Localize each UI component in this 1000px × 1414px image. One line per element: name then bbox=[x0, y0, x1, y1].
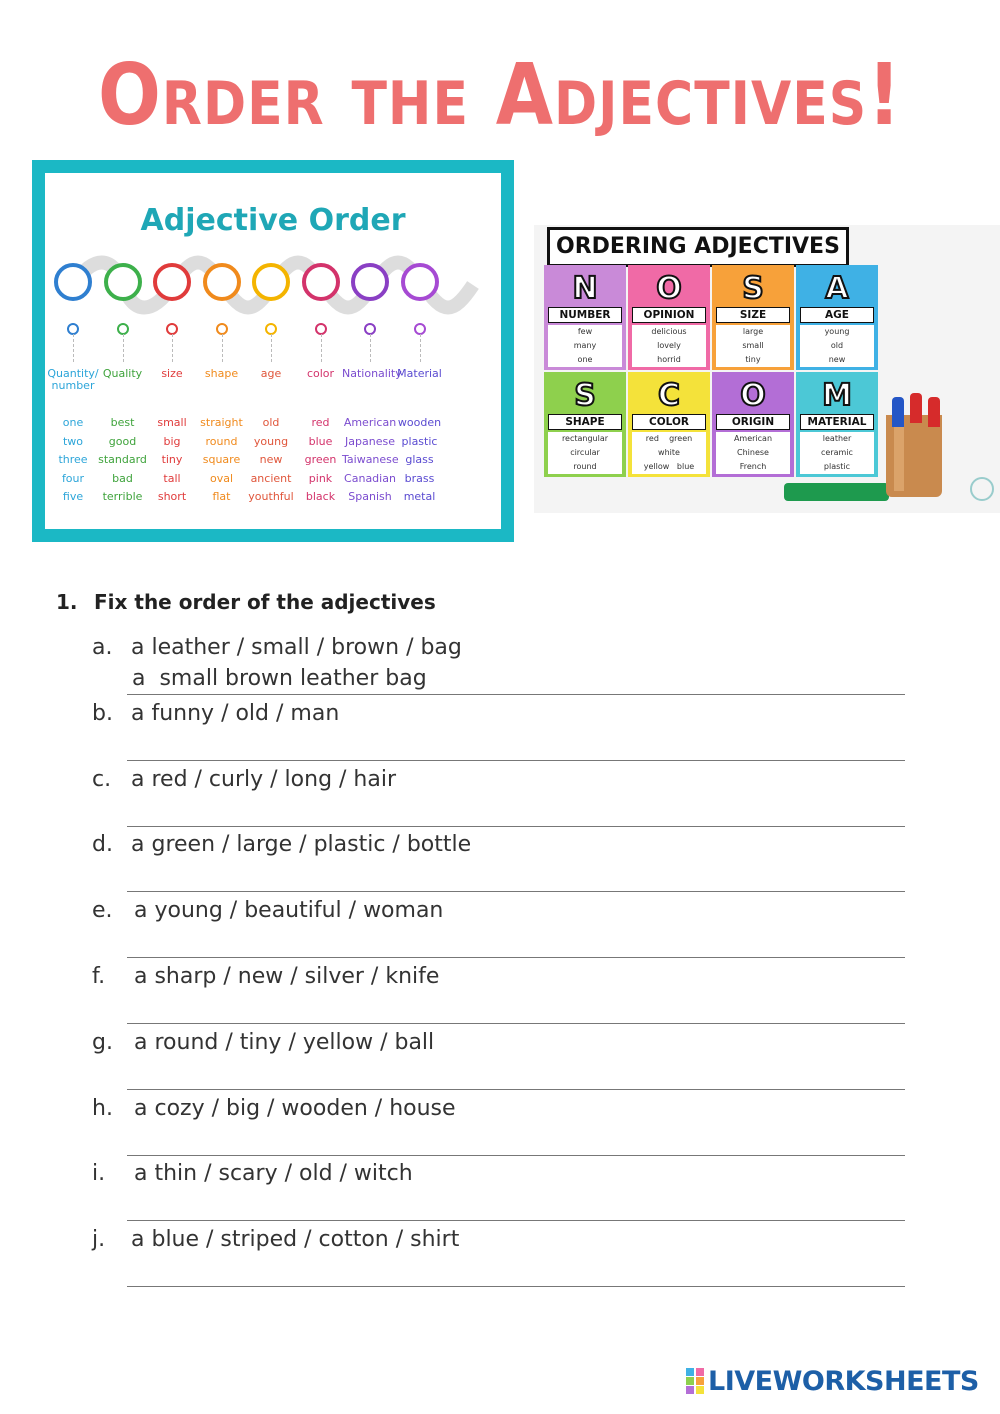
marker-image bbox=[910, 393, 922, 423]
exercise-item bbox=[92, 1227, 912, 1283]
example-word: flat bbox=[212, 490, 231, 503]
timeline-connector bbox=[321, 334, 322, 362]
card-letter: N bbox=[572, 271, 598, 306]
item-letter: g. bbox=[92, 1029, 113, 1055]
exercise-item bbox=[92, 964, 912, 1020]
card-example-word: delicious bbox=[651, 327, 687, 336]
answer-line[interactable] bbox=[127, 1220, 905, 1221]
example-word: standard bbox=[98, 453, 147, 466]
card-example-word: one bbox=[577, 355, 593, 364]
card-example-word: French bbox=[739, 462, 767, 471]
timeline-connector bbox=[370, 334, 371, 362]
example-word: oval bbox=[209, 471, 234, 485]
eraser-image bbox=[784, 483, 889, 501]
category-icon bbox=[54, 263, 92, 301]
timeline-connector bbox=[271, 334, 272, 362]
card-examples bbox=[548, 325, 622, 367]
nosa-card bbox=[628, 265, 710, 370]
exercise-item bbox=[92, 1096, 912, 1152]
category-icon bbox=[302, 263, 340, 301]
category-icon bbox=[104, 263, 142, 301]
category-icon bbox=[351, 263, 389, 301]
example-word: small bbox=[157, 416, 187, 429]
card-example-word: small bbox=[742, 341, 764, 350]
adjective-order-poster bbox=[32, 160, 514, 542]
item-prompt: a young / beautiful / woman bbox=[134, 898, 444, 924]
liveworksheets-logo[interactable] bbox=[686, 1366, 988, 1398]
example-word: black bbox=[305, 490, 336, 503]
card-label: NUMBER bbox=[548, 307, 622, 323]
exercise-item bbox=[92, 635, 912, 691]
example-word: short bbox=[157, 490, 187, 503]
exercise-item bbox=[92, 1030, 912, 1086]
nosa-card bbox=[796, 265, 878, 370]
item-letter: j. bbox=[92, 1227, 106, 1253]
card-label: ORIGIN bbox=[716, 414, 790, 430]
answer-line[interactable] bbox=[127, 1023, 905, 1024]
item-prompt: a sharp / new / silver / knife bbox=[134, 964, 440, 989]
item-prompt: a blue / striped / cotton / shirt bbox=[131, 1227, 460, 1253]
answer-line[interactable] bbox=[127, 1089, 905, 1090]
ordering-adjectives-poster bbox=[534, 225, 1000, 513]
card-examples bbox=[716, 325, 790, 367]
adjective-column bbox=[342, 367, 402, 507]
item-prompt: a green / large / plastic / bottle bbox=[131, 832, 472, 858]
example-word: American bbox=[343, 416, 397, 429]
example-word: Taiwanese bbox=[342, 453, 399, 466]
column-header: color bbox=[306, 367, 335, 380]
example-word: tiny bbox=[161, 453, 183, 466]
adjective-column bbox=[293, 368, 349, 507]
card-examples bbox=[800, 325, 874, 367]
card-label: SHAPE bbox=[548, 414, 622, 430]
item-prompt: a round / tiny / yellow / ball bbox=[134, 1029, 435, 1055]
card-letter: C bbox=[657, 378, 681, 413]
card-example-word: white bbox=[658, 448, 680, 457]
example-word: tall bbox=[163, 471, 181, 485]
poster-inner bbox=[45, 173, 501, 529]
example-word: one bbox=[62, 416, 84, 429]
answer-line[interactable] bbox=[127, 826, 905, 827]
column-header: size bbox=[161, 367, 183, 380]
answer-line[interactable] bbox=[127, 891, 905, 892]
example-word: ancient bbox=[250, 471, 292, 485]
card-letter: O bbox=[740, 378, 766, 413]
item-letter: c. bbox=[92, 766, 112, 792]
card-label: MATERIAL bbox=[800, 414, 874, 430]
worksheet-title: Order the Adjectives! bbox=[98, 45, 902, 145]
card-example-word: ceramic bbox=[821, 448, 853, 457]
timeline-connector bbox=[420, 334, 421, 362]
card-label: SIZE bbox=[716, 307, 790, 323]
exercise-item bbox=[92, 701, 912, 757]
column-header: shape bbox=[204, 367, 239, 380]
example-word: four bbox=[61, 471, 85, 485]
card-example-word: old bbox=[830, 341, 844, 350]
item-letter: f. bbox=[92, 964, 106, 989]
example-word: Japanese bbox=[345, 434, 395, 448]
question-text: Fix the order of the adjectives bbox=[94, 590, 436, 614]
item-letter: e. bbox=[92, 898, 113, 924]
example-word: pink bbox=[308, 471, 333, 485]
card-label: AGE bbox=[800, 307, 874, 323]
exercise-item bbox=[92, 832, 912, 888]
card-label: COLOR bbox=[632, 414, 706, 430]
timeline-connector bbox=[172, 334, 173, 362]
marker-image bbox=[928, 397, 940, 427]
answer-line[interactable] bbox=[127, 760, 905, 761]
poster-title: Adjective Order bbox=[140, 203, 406, 238]
answer-line[interactable] bbox=[127, 1286, 905, 1287]
item-prompt: a funny / old / man bbox=[131, 700, 340, 726]
example-word: Spanish bbox=[348, 490, 392, 503]
card-examples bbox=[632, 432, 706, 474]
example-word: five bbox=[62, 490, 84, 503]
card-label: OPINION bbox=[632, 307, 706, 323]
adjective-column bbox=[392, 368, 448, 507]
adjective-column bbox=[95, 368, 151, 507]
answer-line[interactable] bbox=[127, 694, 905, 695]
exercise-item bbox=[92, 767, 912, 823]
card-examples bbox=[548, 432, 622, 474]
card-example-word: few bbox=[577, 327, 593, 336]
card-example-word: American bbox=[733, 434, 773, 443]
category-icon bbox=[153, 263, 191, 301]
marker-image bbox=[892, 397, 904, 427]
item-letter: i. bbox=[92, 1161, 106, 1187]
adjective-column bbox=[243, 368, 299, 507]
adjective-column bbox=[45, 368, 101, 507]
pencil-cup-image bbox=[886, 415, 942, 497]
example-word: terrible bbox=[102, 490, 143, 503]
card-example-word: Chinese bbox=[737, 448, 769, 457]
example-word: square bbox=[202, 453, 241, 466]
column-header: Quantity/ number bbox=[47, 367, 99, 392]
adjective-column bbox=[194, 368, 250, 507]
example-word: new bbox=[259, 453, 283, 466]
timeline-connector bbox=[222, 334, 223, 362]
nosa-card bbox=[628, 372, 710, 477]
card-example-word: red green bbox=[645, 434, 693, 443]
question-number: 1. bbox=[56, 590, 78, 614]
question-heading bbox=[56, 590, 436, 614]
card-example-word: many bbox=[573, 341, 597, 350]
example-word: green bbox=[304, 453, 337, 466]
card-letter: M bbox=[822, 378, 852, 413]
card-example-word: plastic bbox=[823, 462, 851, 471]
column-header: Quality bbox=[102, 367, 143, 380]
example-word: Canadian bbox=[344, 471, 396, 485]
card-letter: S bbox=[574, 378, 596, 413]
card-letter: S bbox=[742, 271, 764, 306]
nosa-card bbox=[712, 265, 794, 370]
example-word: three bbox=[58, 453, 88, 466]
card-examples bbox=[716, 432, 790, 474]
category-icon bbox=[252, 263, 290, 301]
card-letter: A bbox=[825, 271, 849, 306]
exercise-item bbox=[92, 1161, 912, 1217]
item-letter: b. bbox=[92, 700, 113, 726]
example-word: good bbox=[108, 434, 137, 448]
card-letter: O bbox=[656, 271, 682, 306]
poster-title: ORDERING ADJECTIVES bbox=[547, 227, 849, 267]
card-example-word: round bbox=[573, 462, 597, 471]
card-example-word: young bbox=[824, 327, 850, 336]
card-example-word: horrid bbox=[657, 355, 681, 364]
card-example-word: leather bbox=[822, 434, 852, 443]
card-example-word: large bbox=[742, 327, 764, 336]
card-example-word: circular bbox=[570, 448, 600, 457]
nosa-card bbox=[544, 265, 626, 370]
column-header: age bbox=[260, 367, 282, 380]
answer-text: a small brown leather bag bbox=[132, 666, 427, 691]
category-icon bbox=[401, 263, 439, 301]
example-word: young bbox=[253, 434, 289, 448]
example-word: old bbox=[262, 416, 280, 429]
item-prompt: a leather / small / brown / bag bbox=[131, 635, 462, 660]
example-word: blue bbox=[308, 434, 333, 448]
example-word: metal bbox=[403, 490, 436, 503]
item-prompt: a cozy / big / wooden / house bbox=[134, 1095, 456, 1121]
card-examples bbox=[632, 325, 706, 367]
example-word: two bbox=[62, 434, 84, 448]
item-letter: h. bbox=[92, 1095, 113, 1121]
example-word: brass bbox=[404, 471, 435, 485]
item-prompt: a thin / scary / old / witch bbox=[134, 1161, 413, 1187]
card-example-word: lovely bbox=[657, 341, 681, 350]
liveworksheets-wordmark: LIVEWORKSHEETS bbox=[708, 1366, 979, 1397]
example-word: big bbox=[163, 434, 181, 448]
example-word: wooden bbox=[397, 416, 442, 429]
item-prompt: a red / curly / long / hair bbox=[131, 766, 397, 792]
example-word: bad bbox=[112, 471, 133, 485]
answer-line[interactable] bbox=[127, 1155, 905, 1156]
example-word: youthful bbox=[248, 490, 294, 503]
adjective-column bbox=[144, 368, 200, 507]
category-icon bbox=[203, 263, 241, 301]
card-examples bbox=[800, 432, 874, 474]
example-word: best bbox=[110, 416, 135, 429]
item-letter: d. bbox=[92, 832, 113, 858]
example-word: round bbox=[205, 434, 238, 448]
item-letter: a. bbox=[92, 635, 113, 660]
card-example-word: yellow blue bbox=[643, 462, 695, 471]
example-word: glass bbox=[405, 453, 434, 466]
timeline-connector bbox=[73, 334, 74, 362]
column-header: Nationality bbox=[342, 367, 402, 380]
example-word: red bbox=[311, 416, 330, 429]
nosa-card bbox=[712, 372, 794, 477]
answer-line[interactable] bbox=[127, 957, 905, 958]
card-example-word: rectangular bbox=[561, 434, 609, 443]
nosa-card bbox=[544, 372, 626, 477]
column-header: Material bbox=[397, 367, 442, 380]
example-word: straight bbox=[200, 416, 243, 429]
exercise-item bbox=[92, 898, 912, 954]
timeline-connector bbox=[123, 334, 124, 362]
liveworksheets-badge-icon bbox=[686, 1368, 704, 1394]
nosa-card bbox=[796, 372, 878, 477]
poster-logo bbox=[970, 477, 994, 501]
example-word: plastic bbox=[401, 434, 438, 448]
card-example-word: tiny bbox=[745, 355, 761, 364]
card-example-word: new bbox=[828, 355, 846, 364]
